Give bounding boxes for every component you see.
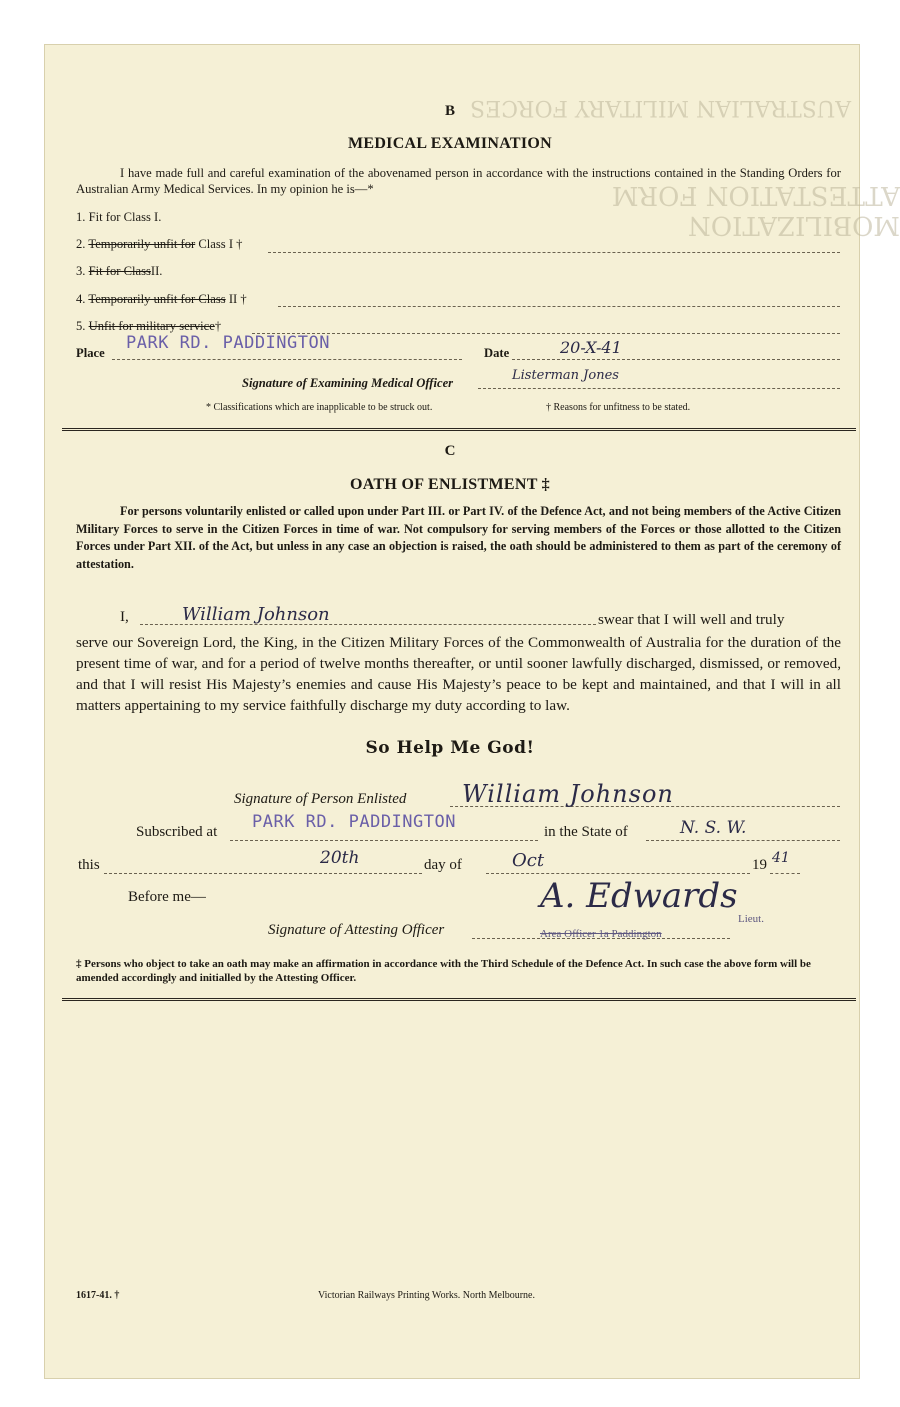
officer-title-stamp: Area Officer 1a Paddington (540, 928, 662, 940)
class-4-struck-text: Temporarily unfit for Class (88, 292, 226, 306)
medical-intro-text: I have made full and careful examination of the abovenamed person in accordance with the instructions contained in the Standing Orders for Australian Army Medical Services. In my opinion he is—* (76, 166, 841, 196)
officer-signature: A. Edwards (540, 876, 738, 916)
show-through-text: MOBILIZATION ATTESTATION FORM (611, 180, 900, 240)
oath-footnote: ‡ Persons who object to take an oath may make an affirmation in accordance with the Third Schedule of the Defence Act. In such case the above form will be amended accordingly and initialled by the Attesting Officer. (76, 958, 811, 984)
date-label: Date (484, 346, 510, 360)
footnote-classifications: * Classifications which are inapplicable to be struck out. (206, 402, 433, 413)
day-of-label: day of (424, 857, 462, 873)
before-me-label: Before me— (128, 889, 206, 905)
subscribed-stamp: PARK RD. PADDINGTON (252, 812, 456, 832)
medical-officer-sig-line (478, 388, 840, 389)
class-5-line (252, 333, 840, 334)
class-5-struck-text: Unfit for military service (88, 319, 215, 333)
state-line (646, 840, 840, 841)
class-3-text: II. (150, 264, 163, 278)
class-3-number: 3. (76, 264, 86, 278)
class-3-struck-text: Fit for Class (88, 264, 151, 278)
oath-body-text: serve our Sovereign Lord, the King, in the Citizen Military Forces of the Commonwealth of Australia for the duration of the present time of war, and for a period of twelve months thereafter, or until sooner lawfully discharged, dismissed, or removed, and that I will resist His Majesty’s enemies and cause His Majesty’s peace to be kept and maintained, and that I will in all matters appertaining to my service faithfully discharge my duty according to law. (76, 634, 841, 714)
class-4-line (278, 306, 840, 307)
class-4-number: 4. (76, 292, 86, 306)
class-2-option (76, 236, 242, 252)
section-divider (62, 428, 856, 431)
class-2-text: Class I † (198, 237, 243, 251)
section-divider-bottom (62, 998, 856, 1001)
class-5-text: † (214, 319, 222, 333)
month-handwritten: Oct (512, 850, 545, 871)
year-line (770, 873, 800, 874)
state-label: in the State of (544, 824, 628, 840)
class-3-option (76, 263, 162, 279)
footnote-unfitness: † Reasons for unfitness to be stated. (546, 402, 691, 413)
year-prefix: 19 (752, 857, 767, 873)
oath-intro-text: For persons voluntarily enlisted or called upon under Part III. or Part IV. of the Defence Act, and not being members of the Active Citizen Military Forces to serve in the Citizen Forces in time of war. Not compulsory for serving members of the Forces or those allotted to the Citizen Forces under Part XII. of the Act, but unless in any case an objection is raised, the oath should be administered to them as part of the ceremony of attestation. (76, 504, 841, 571)
day-line (104, 873, 422, 874)
printer-credit: Victorian Railways Printing Works. North Melbourne. (318, 1290, 535, 1301)
medical-officer-signature: Listerman Jones (512, 368, 619, 383)
section-b-heading: MEDICAL EXAMINATION (347, 135, 553, 152)
section-c-heading: OATH OF ENLISTMENT ‡ (350, 476, 550, 493)
officer-rank-stamp: Lieut. (738, 913, 764, 925)
place-line (112, 359, 462, 360)
subscribed-label: Subscribed at (136, 824, 218, 840)
class-5-option (76, 318, 221, 334)
place-stamp: PARK RD. PADDINGTON (126, 333, 330, 353)
class-5-number: 5. (76, 319, 86, 333)
place-label: Place (76, 346, 105, 360)
year-handwritten: 41 (772, 850, 790, 866)
section-c-letter: C (444, 443, 456, 459)
date-handwritten: 20-X-41 (560, 338, 622, 357)
class-2-struck-text: Temporarily unfit for (88, 237, 196, 251)
class-4-text: II † (228, 292, 247, 306)
class-4-option (76, 291, 247, 307)
medical-officer-sig-label: Signature of Examining Medical Officer (242, 376, 454, 390)
section-b-letter: B (444, 103, 455, 119)
day-handwritten: 20th (320, 848, 360, 868)
officer-sig-label: Signature of Attesting Officer (268, 922, 445, 938)
form-code: 1617-41. † (76, 1290, 120, 1301)
so-help-me-god: So Help Me God! (365, 738, 535, 758)
class-2-number: 2. (76, 237, 86, 251)
enlistee-name-handwritten: William Johnson (182, 604, 330, 625)
person-signature: William Johnson (462, 780, 674, 808)
class-2-line (268, 252, 840, 253)
person-sig-label: Signature of Person Enlisted (234, 791, 407, 807)
oath-swear-text: swear that I will well and truly (598, 611, 785, 628)
class-1-option: 1. Fit for Class I. (76, 210, 162, 224)
oath-i-label: I, (120, 608, 129, 625)
state-handwritten: N. S. W. (680, 818, 747, 838)
subscribed-line (230, 840, 538, 841)
show-through-text: AUSTRALIAN MILITARY FORCES (470, 95, 852, 120)
month-line (486, 873, 750, 874)
this-label: this (78, 857, 100, 873)
date-line (512, 359, 840, 360)
